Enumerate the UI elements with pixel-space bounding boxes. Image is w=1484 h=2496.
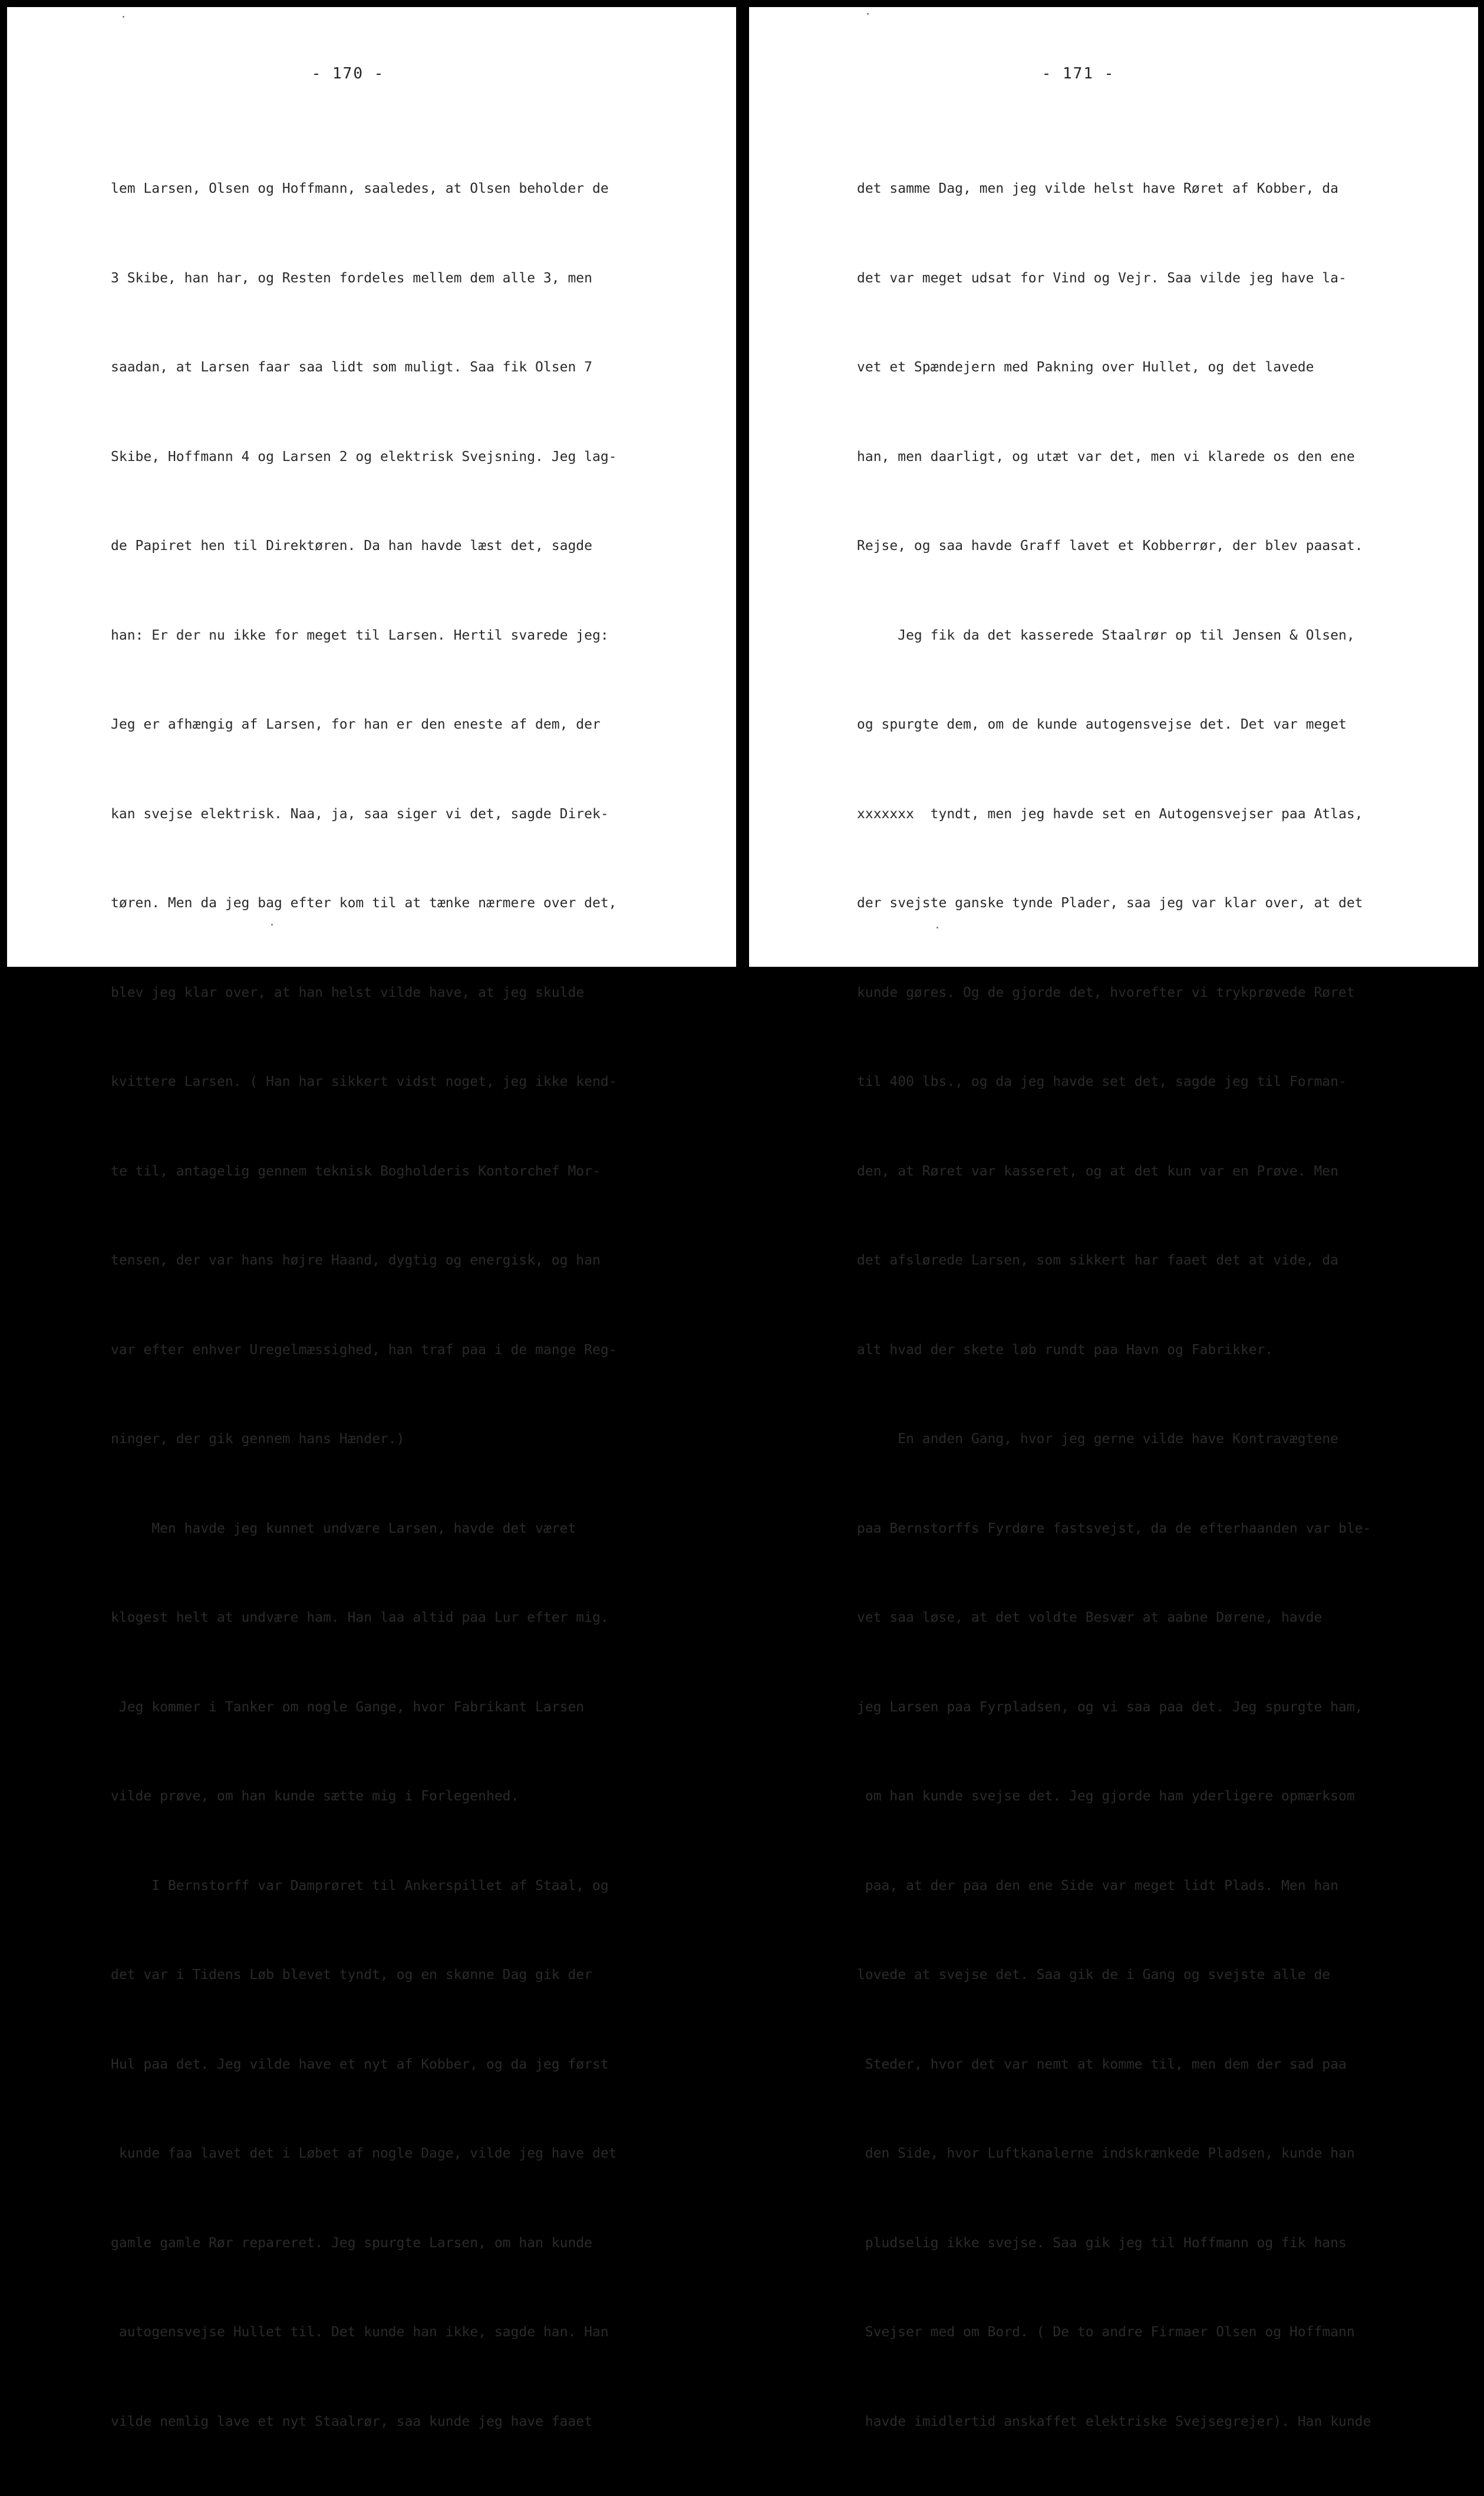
text-line: Jeg fik da det kasserede Staalrør op til Jensen & Olsen, <box>857 627 1355 643</box>
text-line: te til, antagelig gennem teknisk Bogholderis Kontorchef Mor- <box>111 1163 601 1179</box>
paper-speck <box>936 927 938 928</box>
text-line: autogensvejse Hullet til. Det kunde han ikke, sagde han. Han <box>111 2324 609 2340</box>
text-line: til 400 lbs., og da jeg havde set det, sagde jeg til Forman- <box>857 1074 1347 1089</box>
paper-speck <box>123 16 124 18</box>
left-page <box>7 7 736 2429</box>
text-line: Steder, hvor det var nemt at komme til, men dem der sad paa <box>857 2056 1347 2072</box>
text-line: kunde gøres. Og de gjorde det, hvorefter vi trykprøvede Røret <box>857 984 1355 1000</box>
text-line: ninger, der gik gennem hans Hænder.) <box>111 1431 405 1447</box>
text-line: tensen, der var hans højre Haand, dygtig og energisk, og han <box>111 1253 601 1268</box>
text-line: det var meget udsat for Vind og Vejr. Saa vilde jeg have la- <box>857 270 1347 286</box>
text-line: En anden Gang, hvor jeg gerne vilde have Kontravægtene <box>857 1431 1338 1447</box>
text-line: lem Larsen, Olsen og Hoffmann, saaledes, at Olsen beholder de <box>111 181 609 196</box>
text-line: der svejste ganske tynde Plader, saa jeg var klar over, at det <box>857 895 1363 911</box>
text-line: Skibe, Hoffmann 4 og Larsen 2 og elektrisk Svejsning. Jeg lag- <box>111 449 617 465</box>
text-line: klogest helt at undvære ham. Han laa altid paa Lur efter mig. <box>111 1610 609 1625</box>
text-line: Jeg kommer i Tanker om nogle Gange, hvor Fabrikant Larsen <box>111 1699 585 1715</box>
text-line: tøren. Men da jeg bag efter kom til at tænke nærmere over det, <box>111 895 617 911</box>
text-line: xxxxxxx tyndt, men jeg havde set en Autogensvejser paa Atlas, <box>857 806 1363 822</box>
text-line: kan svejse elektrisk. Naa, ja, saa siger vi det, sagde Direk- <box>111 806 609 822</box>
page-body-text <box>857 114 1371 2496</box>
text-line: paa Bernstorffs Fyrdøre fastsvejst, da de efterhaanden var ble- <box>857 1520 1371 1536</box>
text-line: jeg Larsen paa Fyrpladsen, og vi saa paa det. Jeg spurgte ham, <box>857 1699 1363 1715</box>
text-line: han: Er der nu ikke for meget til Larsen. Hertil svarede jeg: <box>111 627 609 643</box>
text-line: havde imidlertid anskaffet elektriske Svejsegrejer). Han kunde <box>857 2413 1371 2429</box>
text-line: vilde nemlig lave et nyt Staalrør, saa kunde jeg have faaet <box>111 2413 592 2429</box>
text-line: Men havde jeg kunnet undvære Larsen, havde det været <box>111 1520 576 1536</box>
paper-speck <box>867 13 869 15</box>
text-line: vilde prøve, om han kunde sætte mig i Forlegenhed. <box>111 1789 519 1804</box>
text-line: kvittere Larsen. ( Han har sikkert vidst noget, jeg ikke kend- <box>111 1074 617 1089</box>
page-number: - 170 - <box>311 65 385 83</box>
text-line: den Side, hvor Luftkanalerne indskrænkede Pladsen, kunde han <box>857 2146 1355 2161</box>
text-line: gamle gamle Rør repareret. Jeg spurgte Larsen, om han kunde <box>111 2235 592 2251</box>
text-line: det samme Dag, men jeg vilde helst have Røret af Kobber, da <box>857 181 1338 196</box>
paper-speck <box>271 924 273 926</box>
text-line: vet et Spændejern med Pakning over Hullet, og det lavede <box>857 360 1314 375</box>
text-line: Rejse, og saa havde Graff lavet et Kobberrør, der blev paasat. <box>857 538 1363 554</box>
text-line: han, men daarligt, og utæt var det, men vi klarede os den ene <box>857 449 1355 465</box>
page-body-text <box>111 114 617 2496</box>
text-line: blev jeg klar over, at han helst vilde have, at jeg skulde <box>111 984 585 1000</box>
text-line: de Papiret hen til Direktøren. Da han havde læst det, sagde <box>111 538 592 554</box>
text-line: Svejser med om Bord. ( De to andre Firmaer Olsen og Hoffmann <box>857 2324 1355 2340</box>
text-line: alt hvad der skete løb rundt paa Havn og Fabrikker. <box>857 1342 1274 1358</box>
text-line: Hul paa det. Jeg vilde have et nyt af Kobber, og da jeg først <box>111 2056 609 2072</box>
text-line: vet saa løse, at det voldte Besvær at aabne Dørene, havde <box>857 1610 1323 1625</box>
text-line: kunde faa lavet det i Løbet af nogle Dage, vilde jeg have det <box>111 2146 617 2161</box>
text-line: 3 Skibe, han har, og Resten fordeles mellem dem alle 3, men <box>111 270 592 286</box>
page-number: - 171 - <box>1041 65 1115 83</box>
text-line: pludselig ikke svejse. Saa gik jeg til Hoffmann og fik hans <box>857 2235 1347 2251</box>
text-line: og spurgte dem, om de kunde autogensvejse det. Det var meget <box>857 717 1347 732</box>
text-line: saadan, at Larsen faar saa lidt som muligt. Saa fik Olsen 7 <box>111 360 592 375</box>
text-line: det afslørede Larsen, som sikkert har faaet det at vide, da <box>857 1253 1338 1268</box>
text-line: det var i Tidens Løb blevet tyndt, og en skønne Dag gik der <box>111 1967 592 1983</box>
text-line: den, at Røret var kasseret, og at det kun var en Prøve. Men <box>857 1163 1338 1179</box>
right-page <box>749 7 1478 2429</box>
text-line: var efter enhver Uregelmæssighed, han traf paa i de mange Reg- <box>111 1342 617 1358</box>
text-line: I Bernstorff var Damprøret til Ankerspillet af Staal, og <box>111 1878 609 1894</box>
text-line: om han kunde svejse det. Jeg gjorde ham yderligere opmærksom <box>857 1789 1355 1804</box>
text-line: lovede at svejse det. Saa gik de i Gang og svejste alle de <box>857 1967 1331 1983</box>
text-line: Jeg er afhængig af Larsen, for han er den eneste af dem, der <box>111 717 601 732</box>
text-line: paa, at der paa den ene Side var meget lidt Plads. Men han <box>857 1878 1338 1894</box>
